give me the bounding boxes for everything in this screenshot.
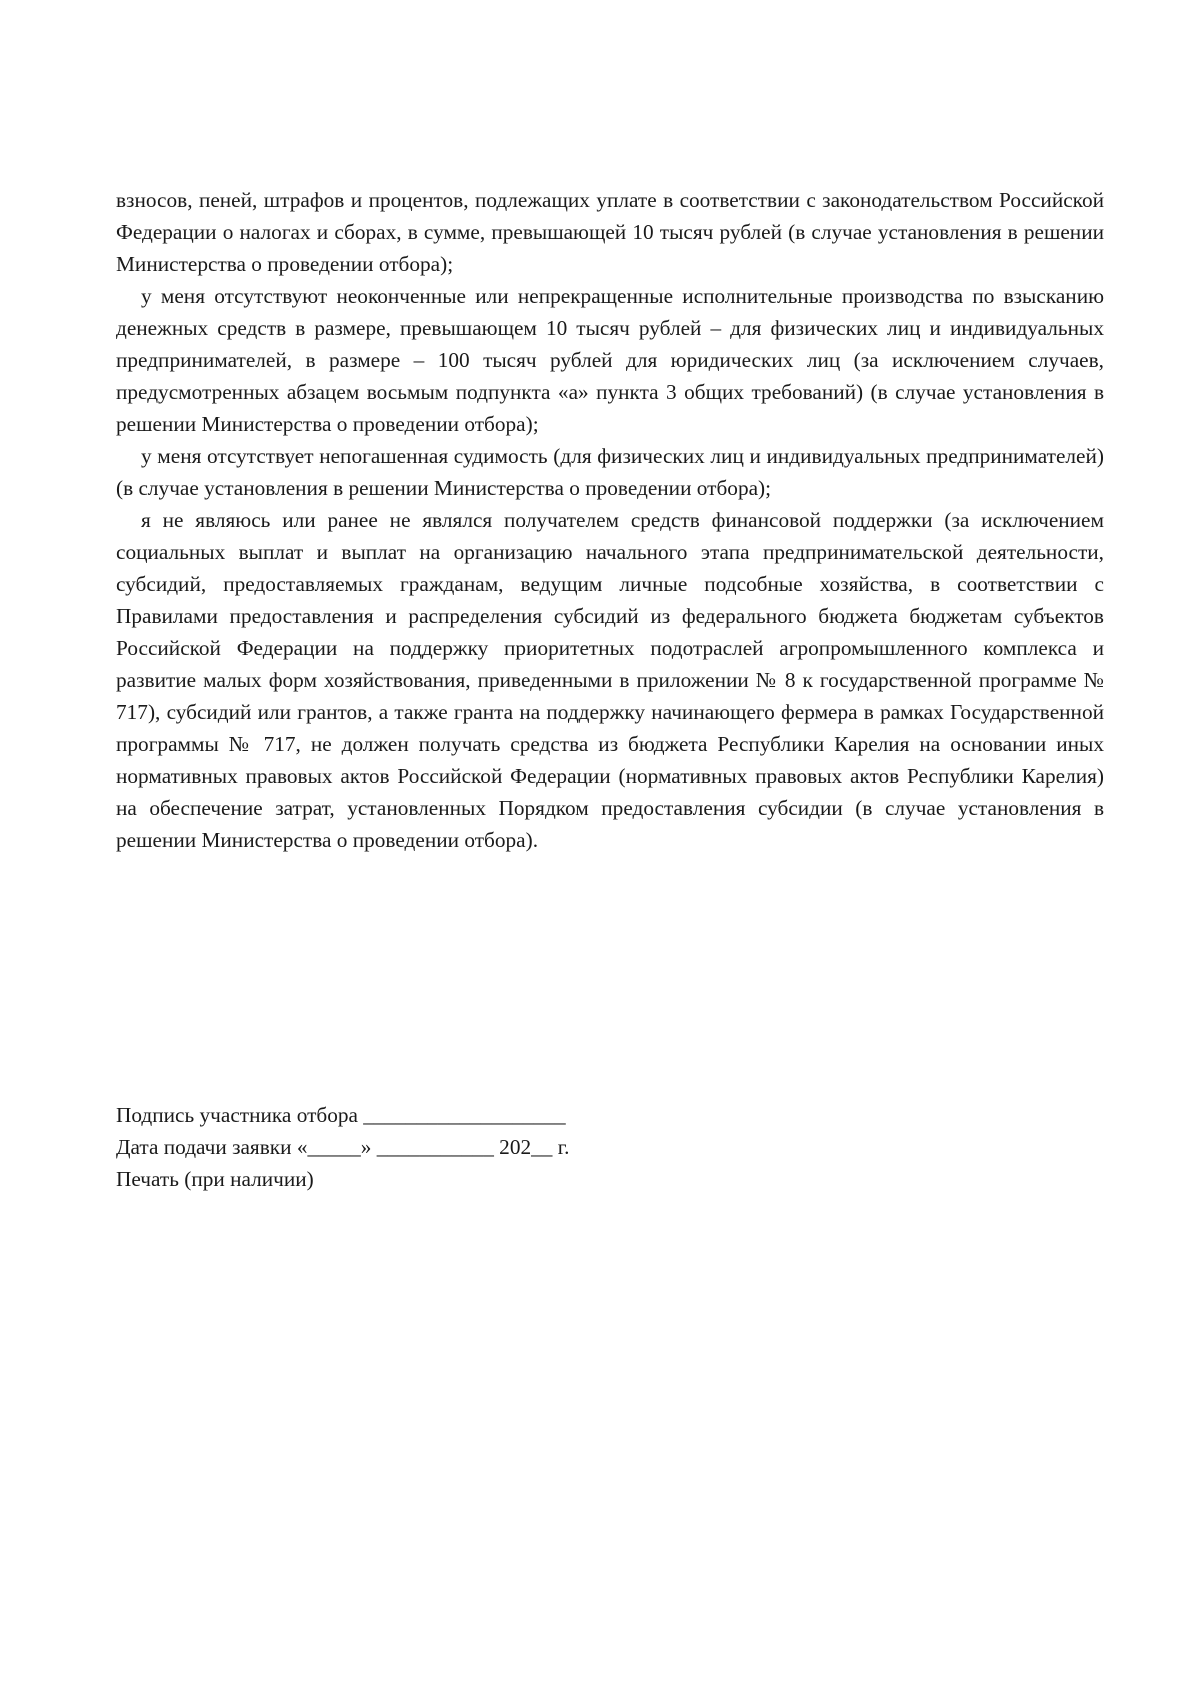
submission-date-line: Дата подачи заявки «_____» ___________ 202__ г. — [116, 1135, 570, 1159]
signature-block — [116, 1099, 1104, 1195]
paragraph-enforcement: у меня отсутствуют неоконченные или непрекращенные исполнительные производства по взысканию денежных средств в размере, превышающем 10 тысяч рублей – для физических лиц и индивидуальных предпринимателей, в размере – 100 тысяч рублей для юридических лиц (за исключением случаев, предусмотренных абзацем восьмым подпункта «а» пункта 3 общих требований) (в случае установления в решении Министерства о проведении отбора); — [116, 284, 1104, 436]
paragraph-financial-support: я не являюсь или ранее не являлся получателем средств финансовой поддержки (за исключением социальных выплат и выплат на организацию начального этапа предпринимательской деятельности, субсидий, предоставляемых гражданам, ведущим личные подсобные хозяйства, в соответствии с Правилами предоставления и распределения субсидий из федерального бюджета бюджетам субъектов Российской Федерации на поддержку приоритетных подотраслей агропромышленного комплекса и развитие малых форм хозяйствования, приведенными в приложении № 8 к государственной программе № 717), субсидий или грантов, а также гранта на поддержку начинающего фермера в рамках Государственной программы № 717, не должен получать средства из бюджета Республики Карелия на основании иных нормативных правовых актов Российской Федерации (нормативных правовых актов Республики Карелия) на обеспечение затрат, установленных Порядком предоставления субсидии (в случае установления в решении Министерства о проведении отбора). — [116, 508, 1104, 852]
seal-line: Печать (при наличии) — [116, 1167, 314, 1191]
document-body — [116, 184, 1104, 856]
paragraph-criminal-record: у меня отсутствует непогашенная судимость (для физических лиц и индивидуальных предпринимателей) (в случае установления в решении Министерства о проведении отбора); — [116, 444, 1104, 500]
signature-line: Подпись участника отбора ___________________ — [116, 1103, 566, 1127]
paragraph-taxes: взносов, пеней, штрафов и процентов, подлежащих уплате в соответствии с законодательством Российской Федерации о налогах и сборах, в сумме, превышающей 10 тысяч рублей (в случае установления в решении Министерства о проведении отбора); — [116, 188, 1104, 276]
